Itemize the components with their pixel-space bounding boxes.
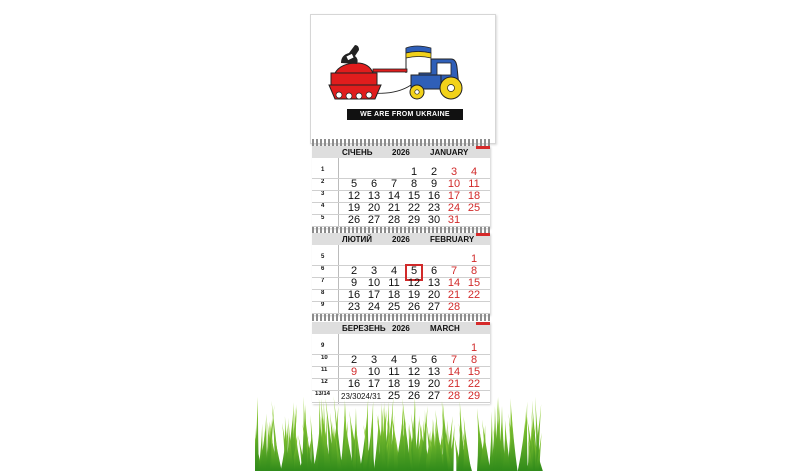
calendar-day: 8 (470, 265, 478, 277)
calendar-day: 26 (407, 390, 421, 402)
calendar-day: 2 (350, 354, 358, 366)
calendar-day: 24 (367, 301, 381, 313)
week-number: 12 (321, 379, 328, 385)
week-number: 2 (321, 179, 325, 185)
calendar-day: 26 (407, 301, 421, 313)
week-number: 4 (321, 203, 325, 209)
calendar-day: 29 (467, 390, 481, 402)
week-number: 7 (321, 278, 325, 284)
calendar-day: 7 (450, 265, 458, 277)
calendar-day: 8 (470, 354, 478, 366)
month-title-strip (312, 233, 490, 245)
calendar-day: 22 (467, 378, 481, 390)
calendar-day: 6 (370, 178, 378, 190)
calendar-day: 10 (447, 178, 461, 190)
header-illustration-card (310, 14, 496, 144)
calendar-day: 16 (347, 289, 361, 301)
calendar-day: 20 (427, 378, 441, 390)
grass-blade (518, 411, 526, 471)
calendar-day: 6 (430, 354, 438, 366)
month-year: 2026 (392, 235, 410, 244)
month-block-march (312, 322, 490, 404)
calendar-day: 7 (450, 354, 458, 366)
calendar-day: 9 (350, 366, 358, 378)
week-number: 5 (321, 215, 325, 221)
month-year: 2026 (392, 148, 410, 157)
calendar-day: 15 (467, 366, 481, 378)
grass-blade (255, 397, 259, 471)
calendar-day: 5 (410, 265, 418, 277)
calendar-day: 24 (447, 202, 461, 214)
calendar-day: 23 (427, 202, 441, 214)
calendar-day: 14 (447, 277, 461, 289)
week-number-column (312, 245, 339, 315)
month-name-ua: СІЧЕНЬ (342, 148, 373, 157)
calendar-day: 7 (390, 178, 398, 190)
calendar-day: 3 (370, 265, 378, 277)
week-number: 1 (321, 167, 325, 173)
calendar-day: 18 (387, 289, 401, 301)
calendar-day: 4 (390, 354, 398, 366)
month-year: 2026 (392, 324, 410, 333)
calendar-day: 4 (470, 166, 478, 178)
calendar-day: 19 (407, 378, 421, 390)
calendar-day: 14 (447, 366, 461, 378)
month-name-ua: БЕРЕЗЕНЬ (342, 324, 386, 333)
calendar-day: 24/31 (361, 392, 382, 401)
calendar-day: 13 (427, 366, 441, 378)
calendar-day: 28 (447, 390, 461, 402)
slogan-banner: WE ARE FROM UKRAINE (347, 109, 463, 120)
week-number: 3 (321, 191, 325, 197)
tractor-towing-tank-illustration (311, 15, 495, 143)
calendar-day: 9 (350, 277, 358, 289)
calendar-day: 1 (470, 342, 478, 354)
month-name-en: JANUARY (430, 148, 469, 157)
calendar-day: 22 (407, 202, 421, 214)
month-name-en: MARCH (430, 324, 460, 333)
grass-blade (489, 411, 493, 471)
calendar-day: 16 (427, 190, 441, 202)
calendar-day: 5 (350, 178, 358, 190)
calendar-day: 5 (410, 354, 418, 366)
calendar-day: 13 (367, 190, 381, 202)
week-number: 8 (321, 290, 325, 296)
week-number: 11 (321, 367, 328, 373)
calendar-day: 6 (430, 265, 438, 277)
calendar-day: 25 (467, 202, 481, 214)
calendar-day: 18 (467, 190, 481, 202)
calendar-day: 11 (468, 178, 480, 190)
calendar-day: 11 (388, 277, 400, 289)
calendar-day: 16 (347, 378, 361, 390)
calendar-day: 27 (427, 301, 441, 313)
calendar-day: 15 (467, 277, 481, 289)
calendar-day: 3 (450, 166, 458, 178)
calendar-day: 8 (410, 178, 418, 190)
calendar-day: 31 (447, 214, 461, 226)
month-title-strip (312, 322, 490, 334)
month-block-january (312, 146, 490, 228)
month-title-strip (312, 146, 490, 158)
calendar-day: 27 (367, 214, 381, 226)
calendar-day: 17 (367, 378, 381, 390)
calendar-day: 1 (410, 166, 418, 178)
calendar-day: 3 (370, 354, 378, 366)
month-name-en: FEBRUARY (430, 235, 475, 244)
calendar-day: 29 (407, 214, 421, 226)
calendar-day: 17 (447, 190, 461, 202)
week-number-column (312, 334, 339, 404)
calendar-day: 28 (387, 214, 401, 226)
calendar-day: 12 (407, 366, 421, 378)
calendar-day: 21 (447, 378, 461, 390)
calendar-day: 4 (390, 265, 398, 277)
calendar-day: 1 (470, 253, 478, 265)
spiral-binding-bottom (312, 314, 492, 321)
grass-decoration (255, 396, 545, 471)
calendar-day: 20 (427, 289, 441, 301)
calendar-day: 12 (407, 277, 421, 289)
title-red-marker (476, 146, 490, 149)
calendar-day: 25 (387, 390, 401, 402)
calendar-day: 14 (387, 190, 401, 202)
week-number: 13/14 (315, 391, 331, 397)
spiral-binding-top (312, 139, 492, 146)
calendar-day: 2 (350, 265, 358, 277)
calendar-day: 27 (427, 390, 441, 402)
calendar-day: 26 (347, 214, 361, 226)
title-red-marker (476, 322, 490, 325)
calendar-day: 22 (467, 289, 481, 301)
week-number: 9 (321, 302, 325, 308)
week-number: 6 (321, 266, 325, 272)
calendar-day: 23 (347, 301, 361, 313)
calendar-day: 21 (387, 202, 401, 214)
week-number-column (312, 158, 339, 228)
calendar-day: 20 (367, 202, 381, 214)
calendar-day: 25 (387, 301, 401, 313)
week-number: 5 (321, 254, 325, 260)
calendar-day: 28 (447, 301, 461, 313)
calendar-day: 19 (347, 202, 361, 214)
calendar-day: 11 (388, 366, 400, 378)
calendar-day: 2 (430, 166, 438, 178)
calendar-day: 17 (367, 289, 381, 301)
calendar-day: 30 (427, 214, 441, 226)
calendar-day: 18 (387, 378, 401, 390)
calendar-day: 23/30 (341, 392, 362, 401)
calendar-day: 21 (447, 289, 461, 301)
week-number: 9 (321, 343, 325, 349)
title-red-marker (476, 233, 490, 236)
calendar-day: 9 (430, 178, 438, 190)
calendar-day: 12 (347, 190, 361, 202)
calendar-day: 13 (427, 277, 441, 289)
calendar-day: 19 (407, 289, 421, 301)
month-block-february (312, 233, 490, 315)
calendar-day: 10 (367, 366, 381, 378)
calendar-day: 15 (407, 190, 421, 202)
week-number: 10 (321, 355, 328, 361)
calendar-day: 10 (367, 277, 381, 289)
month-name-ua: ЛЮТИЙ (342, 235, 373, 244)
